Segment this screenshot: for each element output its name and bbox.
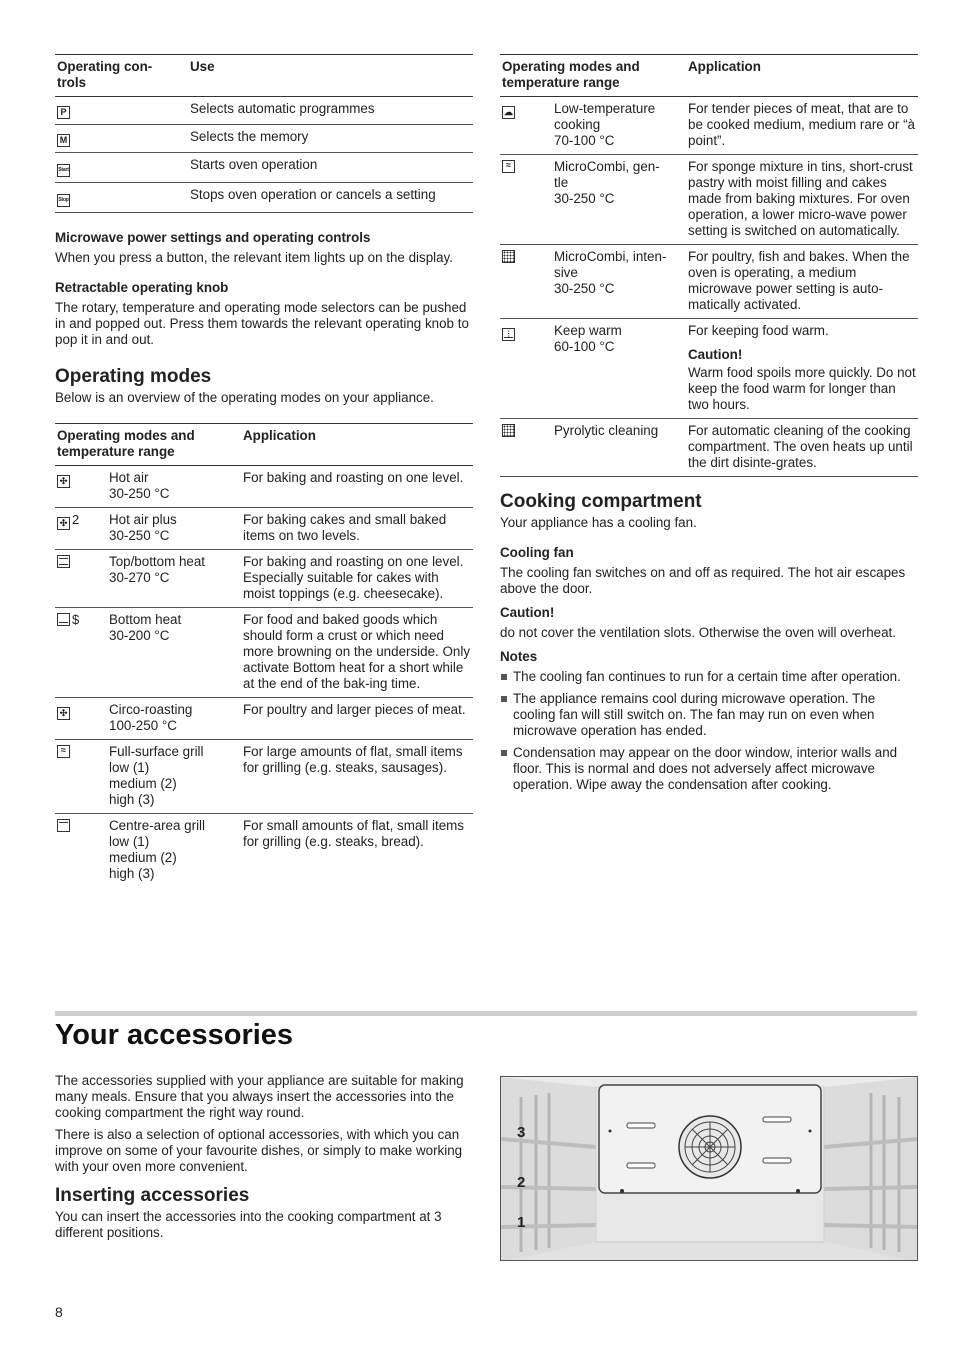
caution-text: Warm food spoils more quickly. Do not keep the food warm for longer than two hours. [688, 365, 916, 412]
cooling-fan-heading: Cooling fan [500, 545, 574, 560]
table-header-modes: Operating modes and temperature range [57, 428, 195, 459]
mode-name: Top/bottom heat 30-270 °C [109, 554, 206, 585]
table-row [55, 508, 473, 550]
list-item: The appliance remains cool during microwave operation. The cooling fan will still switch on. The fan may run on even when microwave operation has ended. [500, 691, 918, 739]
microwave-settings-heading: Microwave power settings and operating controls [55, 230, 371, 245]
list-item: The cooling fan continues to run for a certain time after operation. [500, 669, 918, 685]
mode-application: For keeping food warm. [688, 323, 829, 338]
mode-application: For baking and roasting on one level. Especially suitable for cakes with moist toppings (e.g. cheesecake). [243, 554, 464, 601]
top-bottom-heat-icon [57, 555, 70, 568]
cooling-fan-text: The cooling fan switches on and off as required. The hot air escapes above the door. [500, 565, 906, 596]
table-header-application: Application [688, 59, 761, 74]
controls-table [55, 54, 473, 213]
mode-application: For small amounts of flat, small items for grilling (e.g. steaks, bread). [243, 818, 465, 849]
mode-icon-suffix: 2 [72, 512, 80, 527]
mode-application: For tender pieces of meat, that are to be cooked medium, medium rare or “à point”. [688, 101, 915, 148]
table-header-row [55, 55, 473, 97]
table-cell-use: Selects automatic programmes [190, 101, 375, 116]
stop-icon: Stop [57, 194, 70, 207]
cooking-compartment-heading: Cooking compartment [500, 491, 702, 512]
mode-application: For food and baked goods which should form a crust or which need more browning on the underside. Only activate Bottom heat for a short while at the end of the bak-ing time. [243, 612, 471, 691]
mode-application: For baking and roasting on one level. [243, 470, 464, 485]
table-row [500, 319, 918, 419]
modes-table-right [500, 54, 918, 477]
program-p-icon: P [57, 106, 70, 119]
rack-label-1: 1 [517, 1214, 526, 1231]
operating-modes-intro: Below is an overview of the operating modes on your appliance. [55, 390, 434, 405]
caution-text: do not cover the ventilation slots. Otherwise the oven will overheat. [500, 625, 896, 640]
table-row [55, 153, 473, 183]
microwave-settings-text: When you press a button, the relevant item lights up on the display. [55, 250, 453, 265]
mode-name: Circo-roasting 100-250 °C [109, 702, 193, 733]
mode-name: Bottom heat 30-200 °C [109, 612, 182, 643]
page-number: 8 [55, 1304, 63, 1320]
table-row [55, 466, 473, 508]
right-column [500, 54, 918, 799]
mode-application: For poultry and larger pieces of meat. [243, 702, 466, 717]
table-header-application: Application [243, 428, 316, 443]
mode-name: Hot air plus 30-250 °C [109, 512, 177, 543]
low-temperature-icon: ☁ [504, 107, 513, 117]
retractable-knob-heading: Retractable operating knob [55, 280, 229, 295]
rack-label-2: 2 [517, 1174, 526, 1191]
section-divider [55, 1011, 917, 1016]
memory-m-icon: M [57, 134, 70, 147]
caution-heading: Caution! [500, 605, 555, 620]
microcombi-intensive-icon [502, 250, 515, 263]
accessories-para-1: The accessories supplied with your appliance are suitable for making many meals. Ensure that you always insert the accessories into the cooking compartment the right way round. [55, 1073, 464, 1120]
inserting-accessories-text: You can insert the accessories into the cooking compartment at 3 different positions. [55, 1209, 442, 1240]
notes-list [500, 669, 918, 793]
mode-application: For sponge mixture in tins, short-crust pastry with moist filling and cakes made from baking mixtures. For oven operation, a lower micro-wave power setting is switched on automatically. [688, 159, 913, 238]
centre-area-grill-icon [57, 819, 70, 832]
table-cell-use: Selects the memory [190, 129, 309, 144]
full-surface-grill-icon [57, 745, 70, 758]
oven-interior-figure [500, 1076, 918, 1261]
rack-label-3: 3 [517, 1124, 526, 1141]
table-row [55, 97, 473, 125]
circo-roasting-icon: ✣ [57, 707, 70, 720]
table-header-controls: Operating con- trols [57, 59, 153, 90]
operating-modes-heading: Operating modes [55, 366, 212, 387]
mode-application: For baking cakes and small baked items on two levels. [243, 512, 447, 543]
table-header-modes: Operating modes and temperature range [502, 59, 640, 90]
mode-application: For poultry, fish and bakes. When the oven is operating, a medium microwave power setting is auto-matically activated. [688, 249, 910, 312]
oven-interior-illustration [501, 1077, 918, 1261]
mode-icon-suffix: $ [72, 612, 80, 627]
mode-name: Pyrolytic cleaning [554, 423, 659, 438]
mode-name: MicroCombi, gen- tle 30-250 °C [554, 159, 660, 206]
table-row [500, 419, 918, 477]
mode-name: Centre-area grill low (1) medium (2) high (3) [109, 818, 206, 881]
table-row [55, 183, 473, 213]
mode-application: For automatic cleaning of the cooking compartment. The oven heats up until the dirt disinte-grates. [688, 423, 913, 470]
table-header-use: Use [190, 59, 215, 74]
hot-air-fan-icon: ✣ [57, 475, 70, 488]
mode-name: MicroCombi, inten- sive 30-250 °C [554, 249, 667, 296]
start-icon: Start [57, 164, 70, 177]
table-header-row [55, 424, 473, 466]
table-row [55, 550, 473, 608]
pyrolytic-cleaning-icon [502, 424, 515, 437]
caution-title: Caution! [688, 347, 743, 362]
bottom-heat-icon [57, 613, 70, 626]
table-cell-use: Starts oven operation [190, 157, 318, 172]
modes-table-left [55, 423, 473, 887]
table-row [500, 245, 918, 319]
cooking-compartment-intro: Your appliance has a cooling fan. [500, 515, 697, 530]
table-row [500, 155, 918, 245]
table-row [55, 608, 473, 698]
mode-application: For large amounts of flat, small items for grilling (e.g. steaks, sausages). [243, 744, 463, 775]
table-cell-use: Stops oven operation or cancels a setting [190, 187, 436, 202]
table-row [500, 97, 918, 155]
mode-name: Keep warm 60-100 °C [554, 323, 622, 354]
retractable-knob-text: The rotary, temperature and operating mode selectors can be pushed in and popped out. Press them towards the relevant operating knob to pop it in and out. [55, 300, 469, 347]
mode-name: Full-surface grill low (1) medium (2) high (3) [109, 744, 204, 807]
microcombi-gentle-icon [502, 160, 515, 173]
inserting-accessories-heading: Inserting accessories [55, 1185, 250, 1206]
table-row [55, 814, 473, 888]
mode-name: Low-temperature cooking 70-100 °C [554, 101, 656, 148]
notes-heading: Notes [500, 649, 538, 664]
accessories-text-column [55, 1073, 475, 1247]
accessories-title: Your accessories [55, 1019, 294, 1051]
accessories-para-2: There is also a selection of optional accessories, with which you can improve on some of your favourite dishes, or simply to make working with your oven more convenient. [55, 1127, 463, 1174]
mode-name: Hot air 30-250 °C [109, 470, 170, 501]
list-item: Condensation may appear on the door window, interior walls and floor. This is normal and does not adversely affect microwave operation. Wipe away the condensation after cooking. [500, 745, 918, 793]
table-row [55, 125, 473, 153]
hot-air-plus-icon: ✣ [57, 517, 70, 530]
keep-warm-icon: ⫶ [502, 328, 515, 341]
left-column [55, 54, 473, 887]
table-row [55, 740, 473, 814]
table-row [55, 698, 473, 740]
table-header-row [500, 55, 918, 97]
